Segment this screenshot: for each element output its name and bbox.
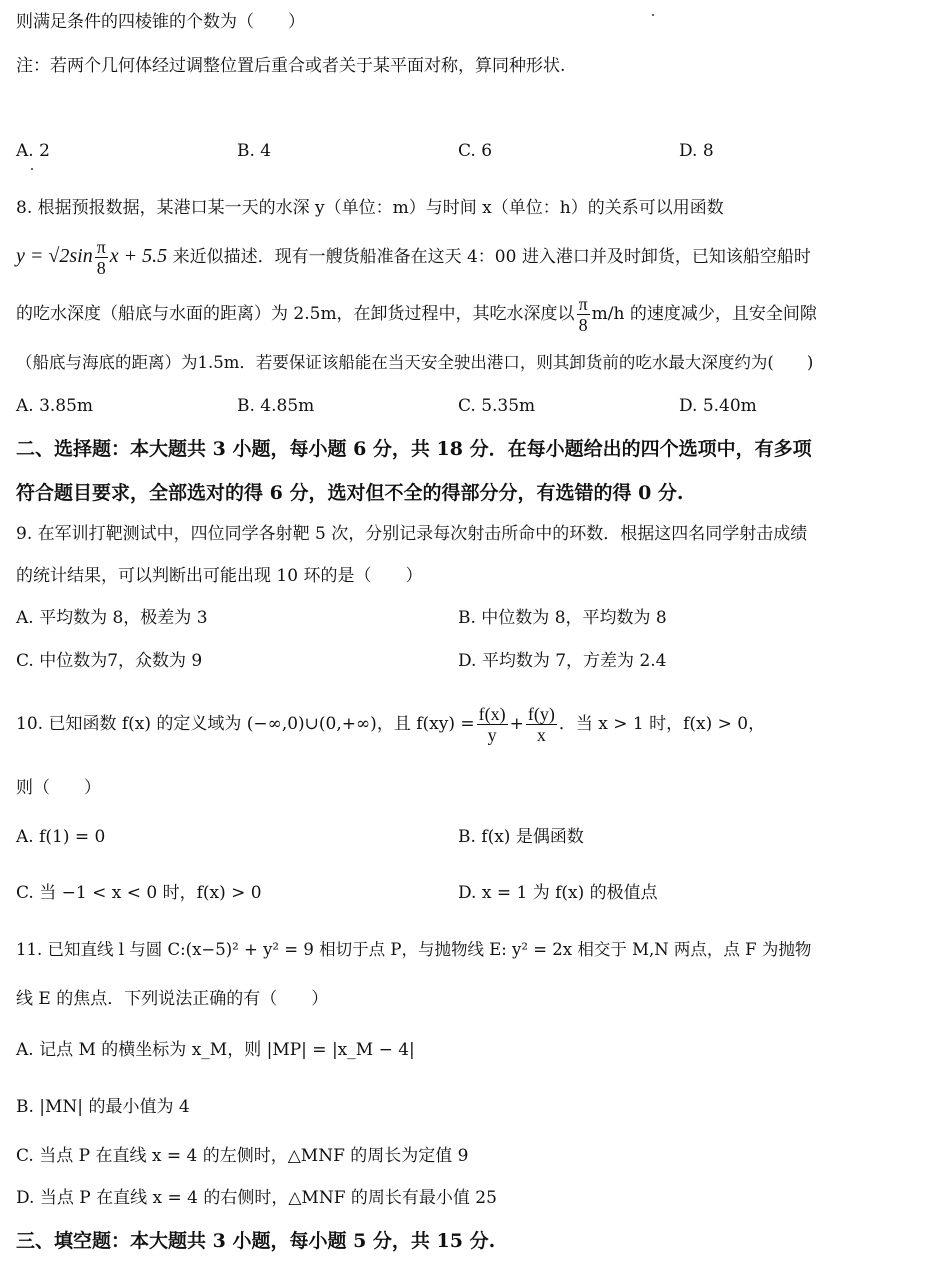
q9-option-d: D. 平均数为 7，方差为 2.4 xyxy=(458,651,667,671)
q8-line-1: 8. 根据预报数据，某港口某一天的水深 y（单位：m）与时间 x（单位：h）的关系可以用函数 xyxy=(16,198,724,218)
q10-option-a: A. f(1) = 0 xyxy=(16,827,106,847)
q10-line-1: 10. 已知函数 f(x) 的定义域为 (−∞,0)∪(0,+∞)，且 f(xy) = $\frac{f(x)}{y}$ + $\frac{f(y)}{x}$ ．当 x > 1 时，f(x) > 0， xyxy=(16,704,766,745)
q8-option-c: C. 5.35m xyxy=(458,396,536,416)
section-2-heading-line-2: 符合题目要求，全部选对的得 6 分，选对但不全的得部分分，有选错的得 0 分. xyxy=(16,482,684,504)
q9-option-c: C. 中位数为7，众数为 9 xyxy=(16,651,203,671)
q7-option-d: D. 8 xyxy=(679,141,714,161)
q8-option-b: B. 4.85m xyxy=(237,396,315,416)
q11-line-2: 线 E 的焦点．下列说法正确的有（ ） xyxy=(16,989,329,1009)
q11-option-c: C. 当点 P 在直线 x = 4 的左侧时，△MNF 的周长为定值 9 xyxy=(16,1146,469,1166)
q8-option-d: D. 5.40m xyxy=(679,396,757,416)
q8-line-2-text: 来近似描述．现有一艘货船准备在这天 4：00 进入港口并及时卸货，已知该船空船时 xyxy=(172,247,811,267)
stray-dot xyxy=(31,168,33,170)
q7-option-c: C. 6 xyxy=(458,141,493,161)
q7-option-a: A. 2 xyxy=(16,141,50,161)
q7-option-b: B. 4 xyxy=(237,141,272,161)
q11-option-b: B. |MN| 的最小值为 4 xyxy=(16,1097,190,1117)
q11-line-1: 11. 已知直线 l 与圆 C:(x−5)² + y² = 9 相切于点 P，与抛物线 E: y² = 2x 相交于 M,N 两点，点 F 为抛物 xyxy=(16,940,812,959)
q8-rate-fraction: $\frac{\pi}{8}$ xyxy=(578,294,588,335)
q11-option-a: A. 记点 M 的横坐标为 x_M，则 |MP| = |x_M − 4| xyxy=(16,1040,415,1060)
q10-option-b: B. f(x) 是偶函数 xyxy=(458,827,584,847)
q9-line-1: 9. 在军训打靶测试中，四位同学各射靶 5 次，分别记录每次射击所命中的环数．根据这四名同学射击成绩 xyxy=(16,524,808,544)
q10-fraction-1: $\frac{f(x)}{y}$ xyxy=(478,704,506,745)
q8-fraction-pi-over-8: $\frac{\pi}{8}$ xyxy=(96,237,106,278)
q10-fraction-2: $\frac{f(y)}{x}$ xyxy=(527,704,555,745)
section-2-heading-line-1: 二、选择题：本大题共 3 小题，每小题 6 分，共 18 分．在每小题给出的四个选项中，有多项 xyxy=(16,438,812,460)
q10-option-d: D. x = 1 为 f(x) 的极值点 xyxy=(458,883,658,903)
q10-line-2: 则（ ） xyxy=(16,778,101,798)
q8-function-rhs: x + 5.5 xyxy=(109,245,168,267)
q8-line-2 xyxy=(16,236,918,278)
q9-option-a: A. 平均数为 8，极差为 3 xyxy=(16,608,208,628)
q8-option-a: A. 3.85m xyxy=(16,396,94,416)
q11-option-d: D. 当点 P 在直线 x = 4 的右侧时，△MNF 的周长有最小值 25 xyxy=(16,1188,497,1208)
q9-line-2: 的统计结果，可以判断出可能出现 10 环的是（ ） xyxy=(16,566,423,586)
q9-option-b: B. 中位数为 8，平均数为 8 xyxy=(458,608,667,628)
q7-stem-end: 则满足条件的四棱锥的个数为（ ） xyxy=(16,12,305,32)
q8-function-lhs: y = √2sin xyxy=(16,245,93,267)
section-3-heading: 三、填空题：本大题共 3 小题，每小题 5 分，共 15 分. xyxy=(16,1230,496,1252)
q10-option-c: C. 当 −1 < x < 0 时，f(x) > 0 xyxy=(16,883,262,903)
q8-line-4: （船底与海底的距离）为1.5m．若要保证该船能在当天安全驶出港口，则其卸货前的吃水最大深度约为( ) xyxy=(16,353,814,372)
stray-dot xyxy=(652,14,654,16)
q8-line-3: 的吃水深度（船底与水面的距离）为 2.5m，在卸货过程中，其吃水深度以 $\frac{\pi}{8}$ m/h 的速度减少，且安全间隙 xyxy=(16,294,817,335)
q7-note: 注：若两个几何体经过调整位置后重合或者关于某平面对称，算同种形状. xyxy=(16,56,566,76)
